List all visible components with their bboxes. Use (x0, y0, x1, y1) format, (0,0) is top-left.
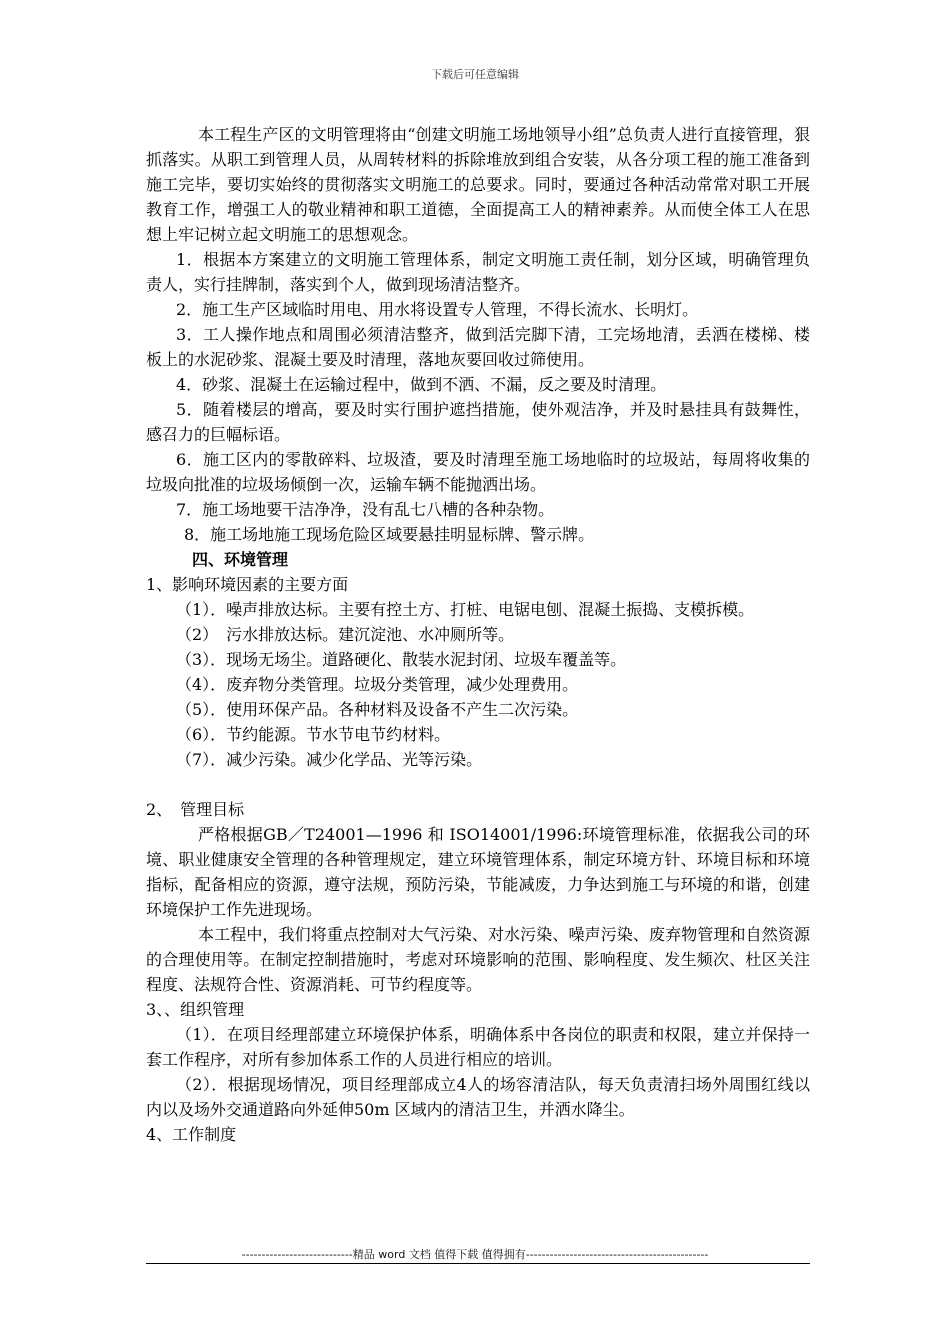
paragraph: 7．施工场地要干洁净净，没有乱七八槽的各种杂物。 (176, 500, 555, 519)
paragraph: 严格根据GB／T24001—1996 和 ISO14001/1996:环境管理标准，依据我公司的环境、职业健康安全管理的各种管理规定，建立环境管理体系，制定环境方针、环境目标和环境指标，配备相应的资源，遵守法规，预防污染，节能减废，力争达到施工与环境的和谐，创建环境保护工作先进现场。 (146, 825, 810, 919)
blank-line (146, 772, 810, 797)
paragraph: 4．砂浆、混凝土在运输过程中，做到不洒、不漏，反之要及时清理。 (176, 375, 667, 394)
document-body (146, 122, 810, 1147)
page-footer: ----------------------------精品 word 文档 值得下载 值得拥有---------------------------------------------- (241, 1248, 709, 1261)
paragraph: （2） 污水排放达标。建沉淀池、水冲厕所等。 (176, 625, 515, 644)
paragraph: （5）．使用环保产品。各种材料及设备不产生二次污染。 (176, 700, 579, 719)
paragraph: 1、影响环境因素的主要方面 (146, 575, 349, 594)
paragraph: （1）．噪声排放达标。主要有控土方、打桩、电锯电刨、混凝土振捣、支模拆模。 (176, 600, 755, 619)
paragraph: （4）．废弃物分类管理。垃圾分类管理，减少处理费用。 (176, 675, 579, 694)
paragraph: 3．工人操作地点和周围必须清洁整齐，做到活完脚下清，工完场地清，丢洒在楼梯、楼板上的水泥砂浆、混凝土要及时清理，落地灰要回收过筛使用。 (146, 325, 810, 369)
paragraph: 6．施工区内的零散碎料、垃圾渣，要及时清理至施工场地临时的垃圾站，每周将收集的垃圾向批准的垃圾场倾倒一次，运输车辆不能抛洒出场。 (146, 450, 810, 494)
page-header: 下载后可任意编辑 (431, 68, 519, 81)
paragraph: （1）．在项目经理部建立环境保护体系，明确体系中各岗位的职责和权限，建立并保持一套工作程序，对所有参加体系工作的人员进行相应的培训。 (146, 1025, 810, 1069)
paragraph: （3）．现场无场尘。道路硬化、散装水泥封闭、垃圾车覆盖等。 (176, 650, 627, 669)
paragraph: 8．施工场地施工现场危险区域要悬挂明显标牌、警示牌。 (184, 525, 595, 544)
paragraph: 4、工作制度 (146, 1125, 237, 1144)
paragraph: （6）．节约能源。节水节电节约材料。 (176, 725, 451, 744)
paragraph: （7）．减少污染。减少化学品、光等污染。 (176, 750, 483, 769)
paragraph: 本工程生产区的文明管理将由“创建文明施工场地领导小组”总负责人进行直接管理，狠抓落实。从职工到管理人员，从周转材料的拆除堆放到组合安装，从各分项工程的施工准备到施工完毕，要切实始终的贯彻落实文明施工的总要求。同时，要通过各种活动常常对职工开展教育工作，增强工人的敬业精神和职工道德，全面提高工人的精神素养。从而使全体工人在思想上牢记树立起文明施工的思想观念。 (146, 125, 810, 244)
paragraph: 3、、组织管理 (146, 1000, 245, 1019)
footer-divider (146, 1263, 810, 1264)
paragraph: 本工程中，我们将重点控制对大气污染、对水污染、噪声污染、废弃物管理和自然资源的合理使用等。在制定控制措施时，考虑对环境影响的范围、影响程度、发生频次、杜区关注程度、法规符合性、资源消耗、可节约程度等。 (146, 925, 810, 994)
paragraph: 1．根据本方案建立的文明施工管理体系，制定文明施工责任制，划分区域，明确管理负责人，实行挂牌制，落实到个人，做到现场清洁整齐。 (146, 250, 810, 294)
paragraph: 2．施工生产区域临时用电、用水将设置专人管理，不得长流水、长明灯。 (176, 300, 699, 319)
paragraph: 5．随着楼层的增高，要及时实行围护遮挡措施，使外观洁净，并及时悬挂具有鼓舞性，感召力的巨幅标语。 (146, 400, 810, 444)
section-heading: 四、环境管理 (192, 550, 289, 569)
paragraph: （2）．根据现场情况，项目经理部成立4人的场容清洁队，每天负责清扫场外周围红线以内以及场外交通道路向外延伸50m 区域内的清洁卫生，并洒水降尘。 (146, 1075, 810, 1119)
paragraph: 2、 管理目标 (146, 800, 245, 819)
